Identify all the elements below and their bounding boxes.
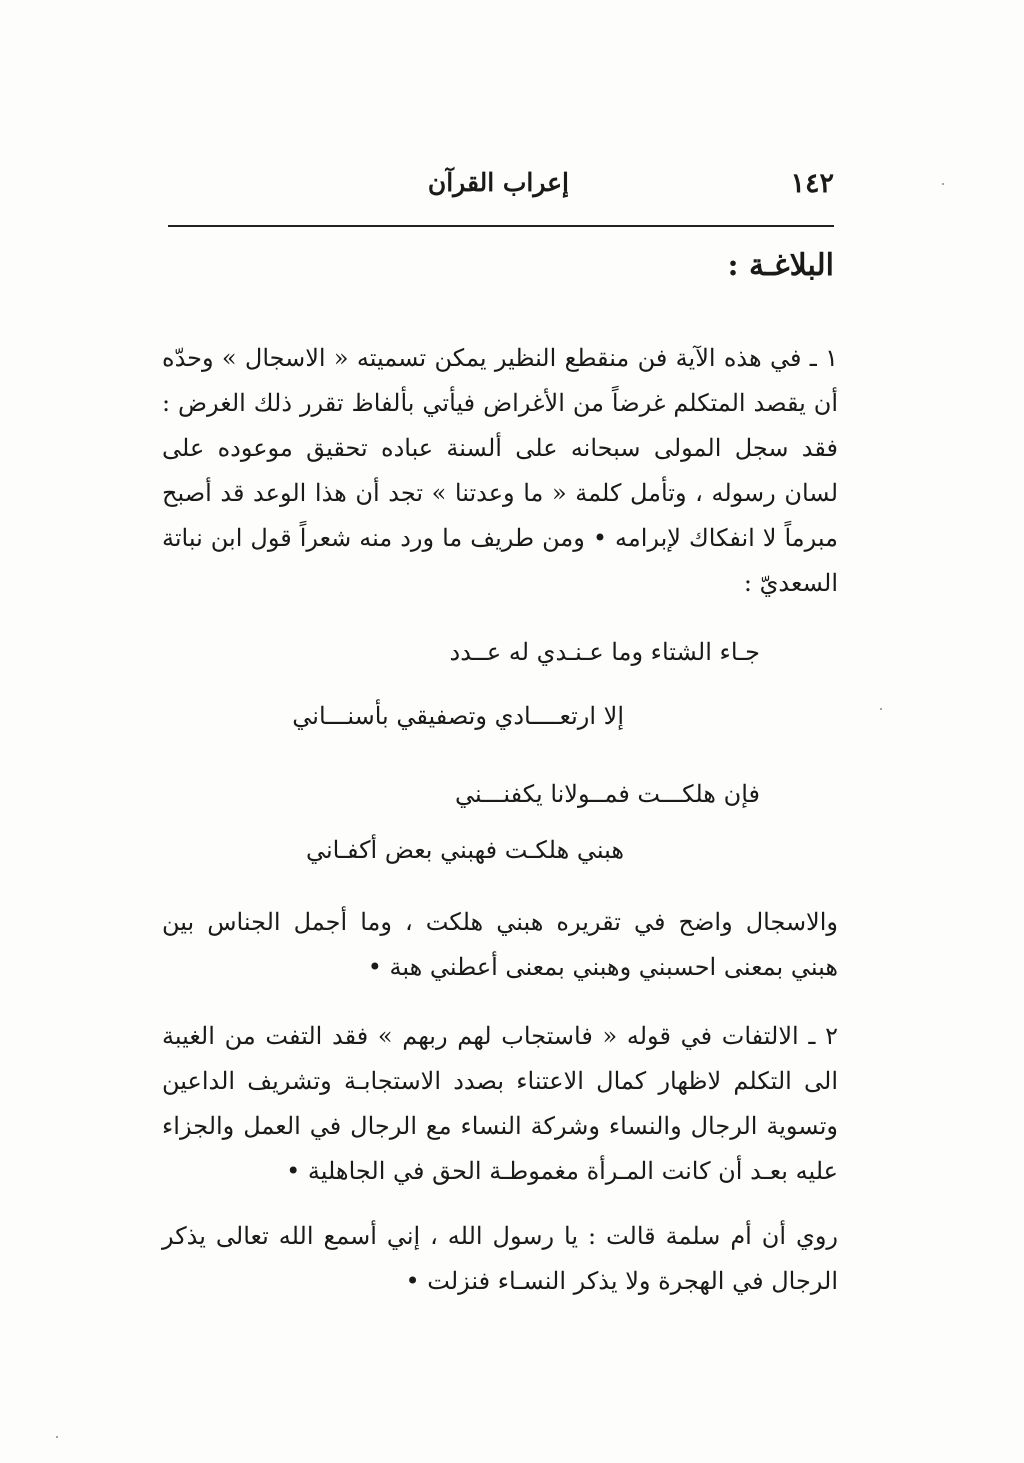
- section-heading: البلاغـة :: [727, 248, 834, 283]
- paragraph-1: ١ ـ في هذه الآية فن منقطع النظير يمكن تسميته « الاسجال » وحدّه أن يقصد المتكلم غرضاً من الأغراض فيأتي بألفاظ تقرر ذلك الغرض : فقد سجل المولى سبحانه على ألسنة عباده تحقيق موعوده على لسان رسوله ، وتأمل كلمة « ما وعدتنا » تجد أن هذا الوعد قد أصبح مبرماً لا انفكاك لإبرامه • ومن طريف ما ورد منه شعراً قول ابن نباتة السعديّ :: [162, 344, 838, 597]
- poem-verse-2-first-hemistich: فإن هلكـــت فمــولانا يكفنـــني: [455, 780, 760, 808]
- scan-speck: [942, 183, 944, 185]
- paragraph-3: ٢ ـ الالتفات في قوله « فاستجاب لهم ربهم » فقد التفت من الغيبة الى التكلم لاظهار كمال الاعتناء بصدد الاستجابـة وتشريف الداعين وتسوية الرجال والنساء وشركة النساء مع الرجال في العمل والجزاء عليه بعـد أن كانت المـرأة مغموطـة الحق في الجاهلية •: [162, 1022, 838, 1185]
- poem-verse-1-second-hemistich: إلا ارتعــــادي وتصفيقي بأسنـــاني: [292, 702, 624, 730]
- scan-speck: [880, 708, 882, 710]
- page-header: [168, 168, 834, 212]
- poem-verse-2-second-hemistich: هبني هلكـت فهبني بعض أكفـاني: [305, 836, 624, 864]
- paragraph-4: روي أن أم سلمة قالت : يا رسول الله ، إني أسمع الله تعالى يذكر الرجال في الهجرة ولا يذكر النسـاء فنزلت •: [162, 1222, 838, 1295]
- header-rule: [168, 225, 834, 227]
- page-number: ١٤٢: [790, 168, 834, 199]
- paragraph-2: والاسجال واضح في تقريره هبني هلكت ، وما أجمل الجناس بين هبني بمعنى احسبني وهبني بمعنى أعطني هبة •: [162, 908, 839, 981]
- poem-verse-1-first-hemistich: جـاء الشتاء وما عـنـدي له عــدد: [449, 638, 760, 666]
- running-title: إعراب القرآن: [427, 168, 569, 197]
- scan-speck: [56, 1436, 58, 1438]
